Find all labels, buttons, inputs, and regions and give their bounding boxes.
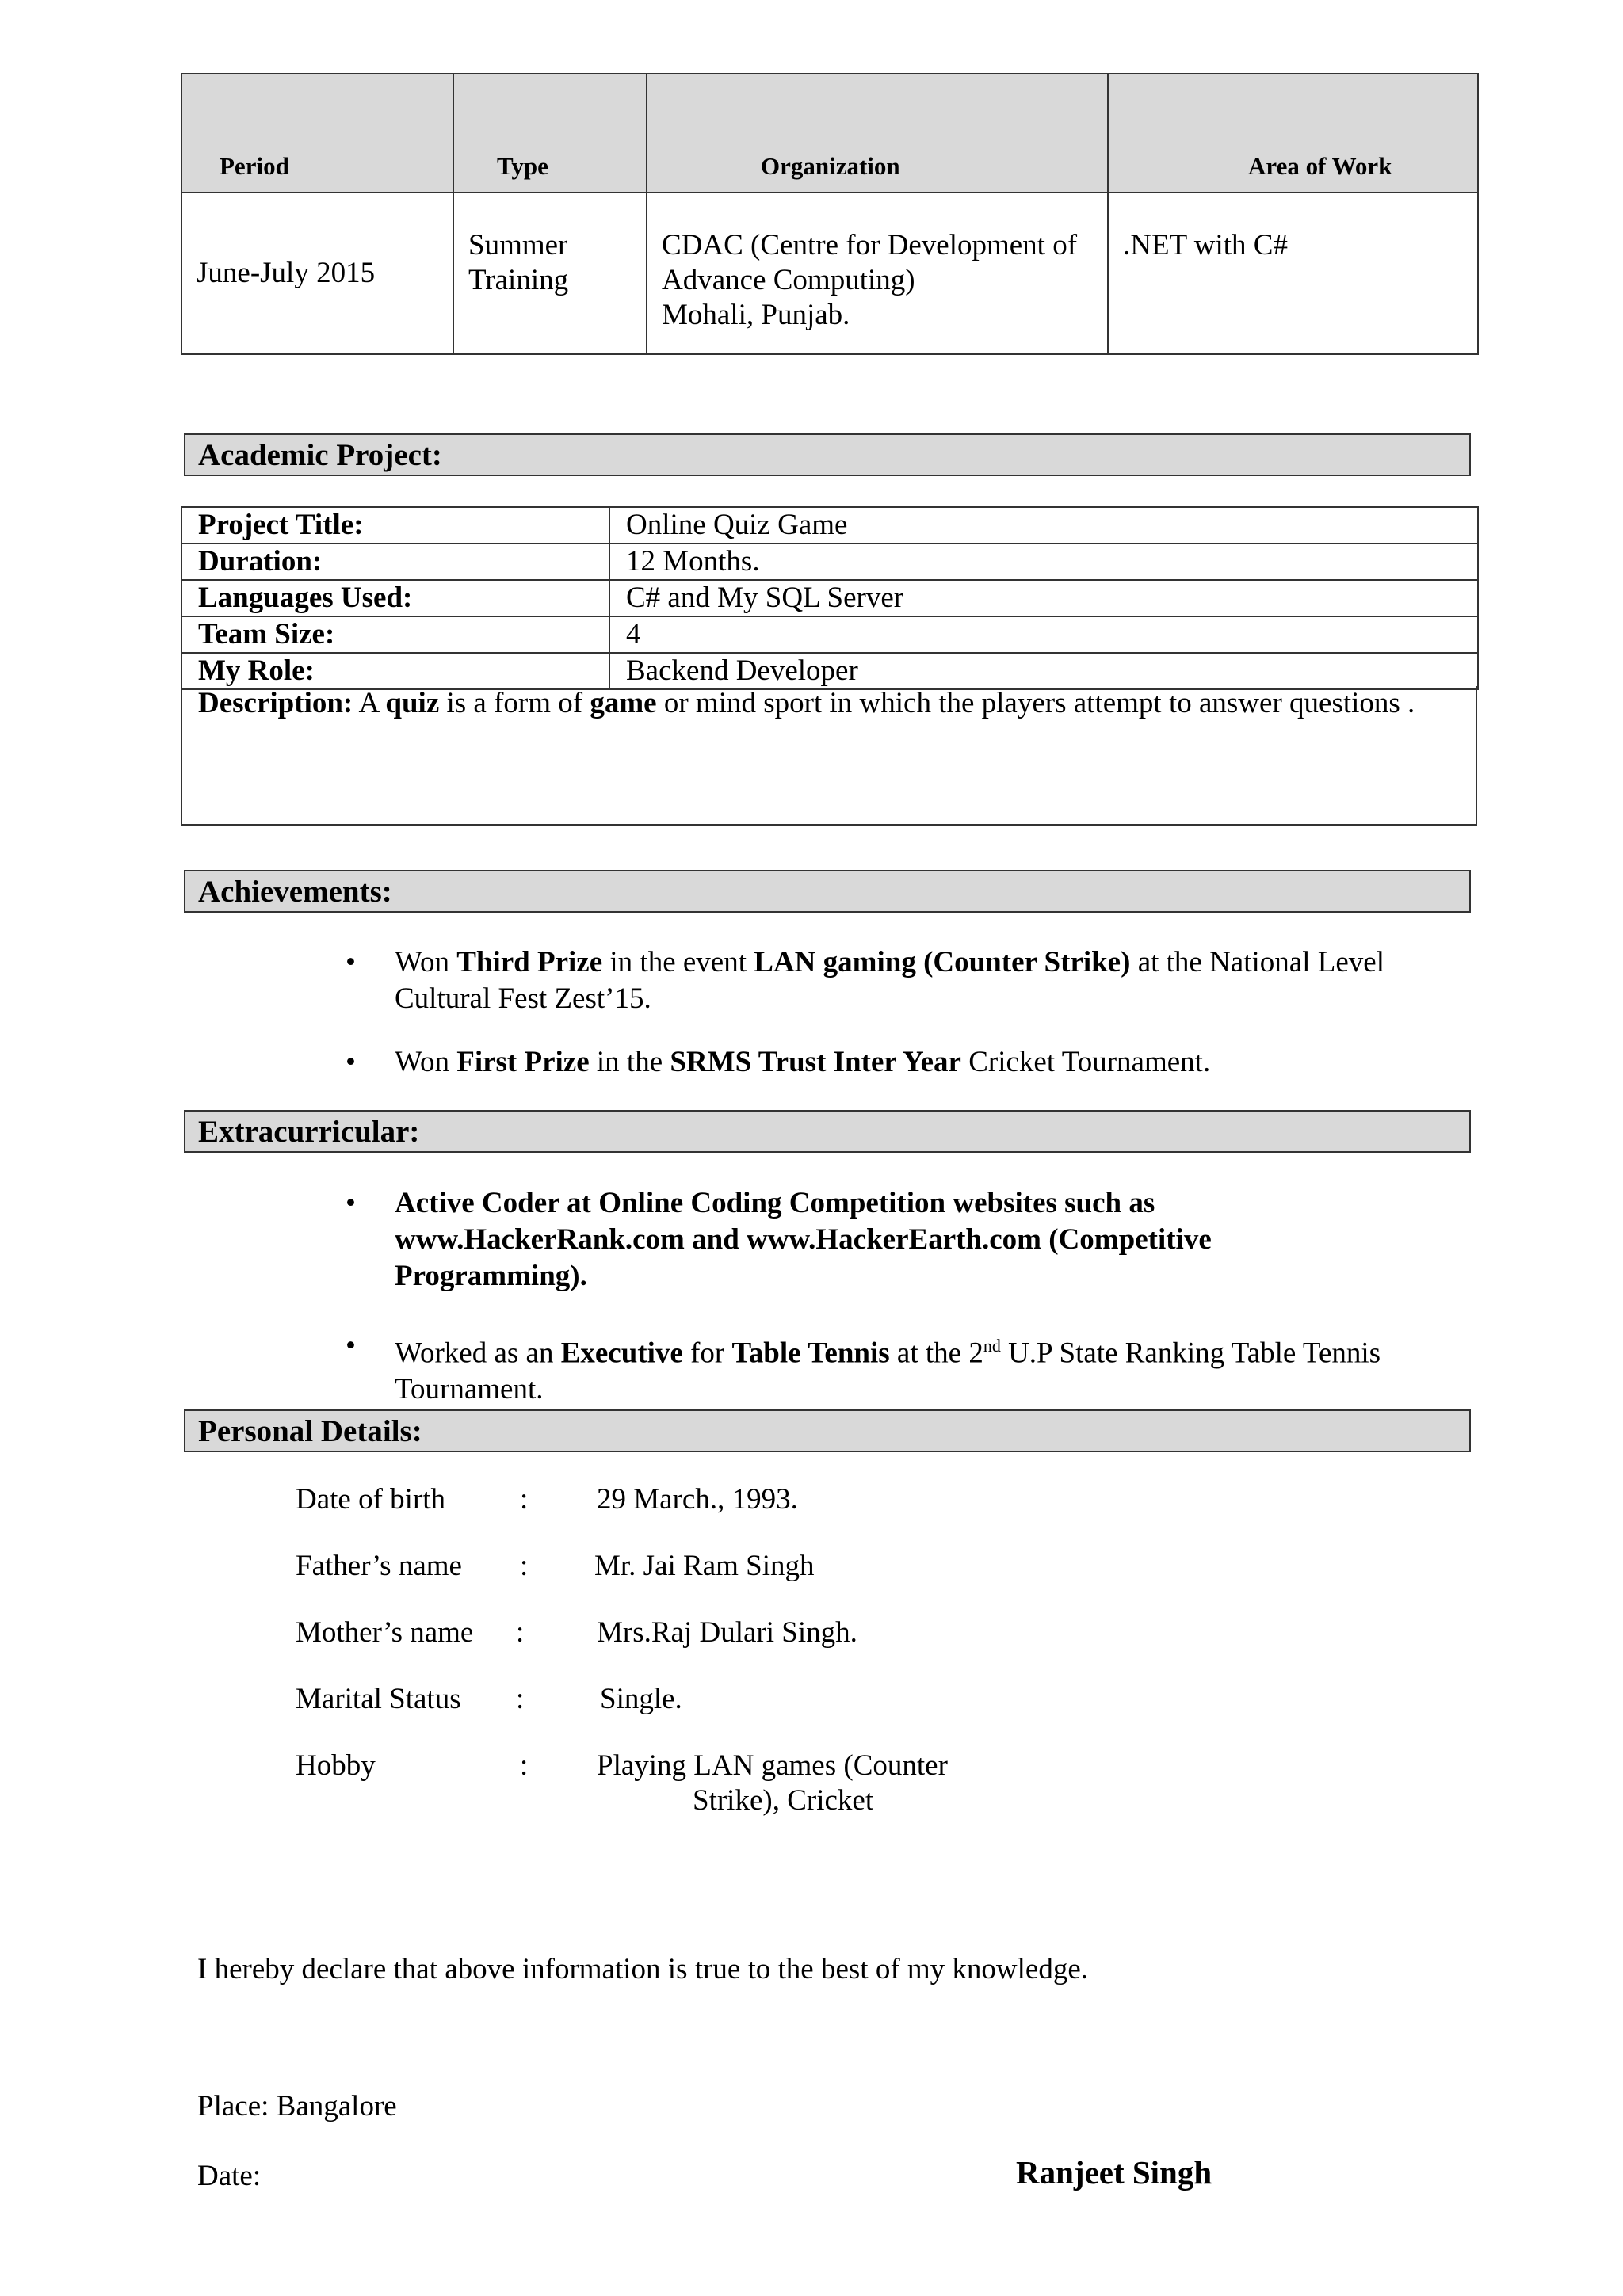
hobby-value: Playing LAN games (Counter	[597, 1749, 948, 1782]
extracurricular-item: Active Coder at Online Coding Competition websites such as www.HackerRank.com and www.HackerEarth.com (Competitive Programming).	[395, 1187, 1212, 1292]
project-row	[181, 543, 1478, 580]
header-area-of-work: Area of Work	[1108, 74, 1478, 193]
project-row	[181, 616, 1478, 653]
achievement-item: Won First Prize in the SRMS Trust Inter Year Cricket Tournament.	[395, 1046, 1211, 1078]
header-period: Period	[181, 74, 453, 193]
father-value: Mr. Jai Ram Singh	[594, 1550, 815, 1582]
header-organization: Organization	[647, 74, 1108, 193]
colon: :	[520, 1550, 529, 1582]
marital-value: Single.	[600, 1683, 682, 1715]
my-role-label: My Role:	[181, 653, 609, 689]
project-row	[181, 580, 1478, 616]
languages-label: Languages Used:	[181, 580, 609, 616]
marital-label: Marital Status	[296, 1683, 461, 1715]
training-organization: CDAC (Centre for Development of Advance Computing) Mohali, Punjab.	[647, 193, 1108, 354]
description-label: Description:	[198, 687, 353, 719]
place: Place: Bangalore	[197, 2090, 397, 2122]
bullet: •	[346, 1187, 356, 1219]
header-type: Type	[453, 74, 647, 193]
father-label: Father’s name	[296, 1550, 462, 1582]
duration-label: Duration:	[181, 543, 609, 580]
bullet: •	[346, 946, 356, 978]
achievements-heading: Achievements:	[184, 870, 1471, 913]
academic-project-heading: Academic Project:	[184, 433, 1471, 476]
project-table	[181, 506, 1479, 690]
my-role-value: Backend Developer	[609, 653, 1478, 689]
declaration: I hereby declare that above information is true to the best of my knowledge.	[197, 1953, 1089, 1985]
bullet: •	[346, 1329, 356, 1362]
project-description: Description: A quiz is a form of game or mind sport in which the players attempt to answer questions .	[181, 686, 1477, 826]
bullet: •	[346, 1046, 356, 1078]
training-period: June-July 2015	[181, 193, 453, 354]
project-title-label: Project Title:	[181, 507, 609, 543]
personal-details-heading: Personal Details:	[184, 1409, 1471, 1452]
hobby-label: Hobby	[296, 1749, 376, 1782]
project-row	[181, 653, 1478, 689]
training-area: .NET with C#	[1108, 193, 1478, 354]
colon: :	[520, 1483, 529, 1516]
training-type: Summer Training	[453, 193, 647, 354]
project-row	[181, 507, 1478, 543]
dob-label: Date of birth	[296, 1483, 446, 1516]
hobby-value-cont: Strike), Cricket	[693, 1784, 874, 1817]
colon: :	[520, 1749, 529, 1782]
training-row	[181, 193, 1478, 354]
extracurricular-heading: Extracurricular:	[184, 1110, 1471, 1153]
extracurricular-item: Worked as an Executive for Table Tennis at the 2nd U.P State Ranking Table Tennis Tournament.	[395, 1336, 1381, 1406]
date-label: Date:	[197, 2160, 262, 2192]
mother-value: Mrs.Raj Dulari Singh.	[597, 1616, 857, 1649]
colon: :	[516, 1616, 525, 1649]
mother-label: Mother’s name	[296, 1616, 474, 1649]
languages-value: C# and My SQL Server	[609, 580, 1478, 616]
training-header-row	[181, 74, 1478, 193]
colon: :	[516, 1683, 525, 1715]
signature-name: Ranjeet Singh	[1016, 2154, 1212, 2191]
team-size-label: Team Size:	[181, 616, 609, 653]
achievement-item: Won Third Prize in the event LAN gaming (Counter Strike) at the National Level Cultural Fest Zest’15.	[395, 946, 1384, 1015]
team-size-value: 4	[609, 616, 1478, 653]
training-table	[181, 73, 1479, 355]
duration-value: 12 Months.	[609, 543, 1478, 580]
project-title-value: Online Quiz Game	[609, 507, 1478, 543]
dob-value: 29 March., 1993.	[597, 1483, 798, 1516]
